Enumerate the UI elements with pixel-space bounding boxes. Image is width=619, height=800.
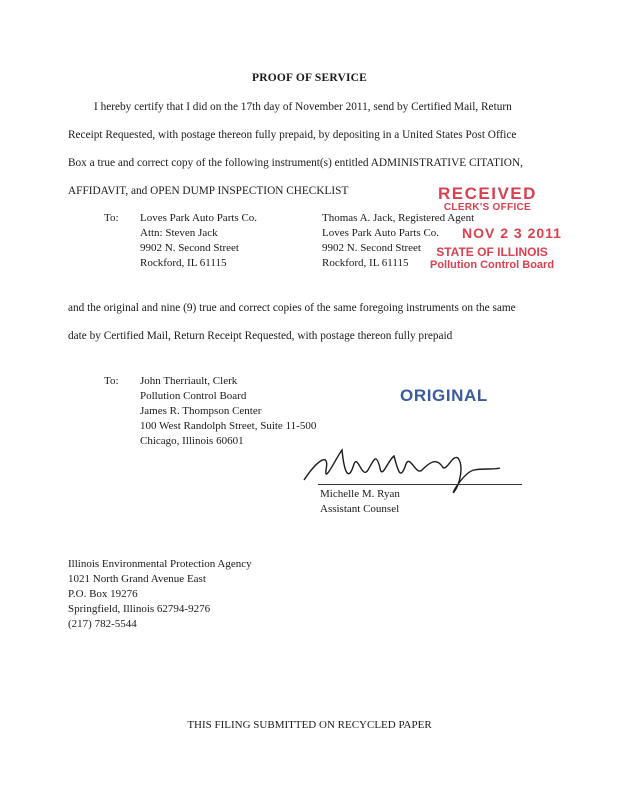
certification-line-1: I hereby certify that I did on the 17th day of November 2011, send by Certified Mail, Return	[94, 101, 512, 113]
agency-address-line: Illinois Environmental Protection Agency	[68, 558, 252, 570]
agency-address-line: Springfield, Illinois 62794-9276	[68, 603, 211, 615]
certification-line-3: Box a true and correct copy of the following instrument(s) entitled ADMINISTRATIVE CITATION,	[68, 157, 523, 169]
certification-line-2: Receipt Requested, with postage thereon fully prepaid, by depositing in a United States Post Office	[68, 129, 517, 141]
agency-address-line: 1021 North Grand Avenue East	[68, 573, 206, 585]
state-stamp	[430, 246, 554, 272]
original-copies-line-2: date by Certified Mail, Return Receipt Requested, with postage thereon fully prepaid	[68, 330, 453, 342]
recipient-right-line: Rockford, IL 61115	[322, 257, 409, 269]
agency-address-line: P.O. Box 19276	[68, 588, 138, 600]
clerk-address-line: John Therriault, Clerk	[140, 375, 238, 387]
received-stamp-title: RECEIVED	[438, 184, 537, 203]
clerk-address-line: James R. Thompson Center	[140, 405, 262, 417]
recipient-right-line: 9902 N. Second Street	[322, 242, 421, 254]
recipients-to-label: To:	[104, 212, 119, 224]
clerk-address-line: Pollution Control Board	[140, 390, 247, 402]
signer-name: Michelle M. Ryan	[320, 488, 400, 500]
document-title: PROOF OF SERVICE	[251, 72, 368, 84]
original-copies-line-1: and the original and nine (9) true and correct copies of the same foregoing instruments on the same	[68, 302, 516, 314]
recipient-right-line: Thomas A. Jack, Registered Agent	[322, 212, 475, 224]
clerk-address	[140, 374, 316, 449]
original-stamp: ORIGINAL	[400, 386, 488, 405]
recipient-left-address	[140, 211, 257, 271]
clerk-address-line: 100 West Randolph Street, Suite 11-500	[140, 420, 317, 432]
recipient-left-line: Attn: Steven Jack	[140, 227, 218, 239]
certification-line-4: AFFIDAVIT, and OPEN DUMP INSPECTION CHECKLIST	[68, 185, 349, 197]
recipient-left-line: 9902 N. Second Street	[140, 242, 239, 254]
recipient-left-line: Loves Park Auto Parts Co.	[140, 212, 258, 224]
state-stamp-text: STATE OF ILLINOIS	[436, 245, 548, 259]
agency-address-line: (217) 782-5544	[68, 618, 137, 630]
recycled-paper-footer: THIS FILING SUBMITTED ON RECYCLED PAPER	[187, 719, 432, 731]
received-stamp	[438, 186, 537, 213]
received-stamp-date: NOV 2 3 2011	[462, 225, 562, 241]
board-stamp-text: Pollution Control Board	[430, 259, 555, 271]
clerks-office-text: CLERK'S OFFICE	[443, 202, 532, 213]
recipient-right-line: Loves Park Auto Parts Co.	[322, 227, 440, 239]
signer-title: Assistant Counsel	[320, 503, 400, 515]
clerk-to-label: To:	[104, 375, 119, 387]
recipient-left-line: Rockford, IL 61115	[140, 257, 227, 269]
clerk-address-line: Chicago, Illinois 60601	[140, 435, 244, 447]
signature-line	[318, 484, 522, 485]
agency-address	[68, 557, 252, 632]
signature-block	[320, 487, 400, 517]
